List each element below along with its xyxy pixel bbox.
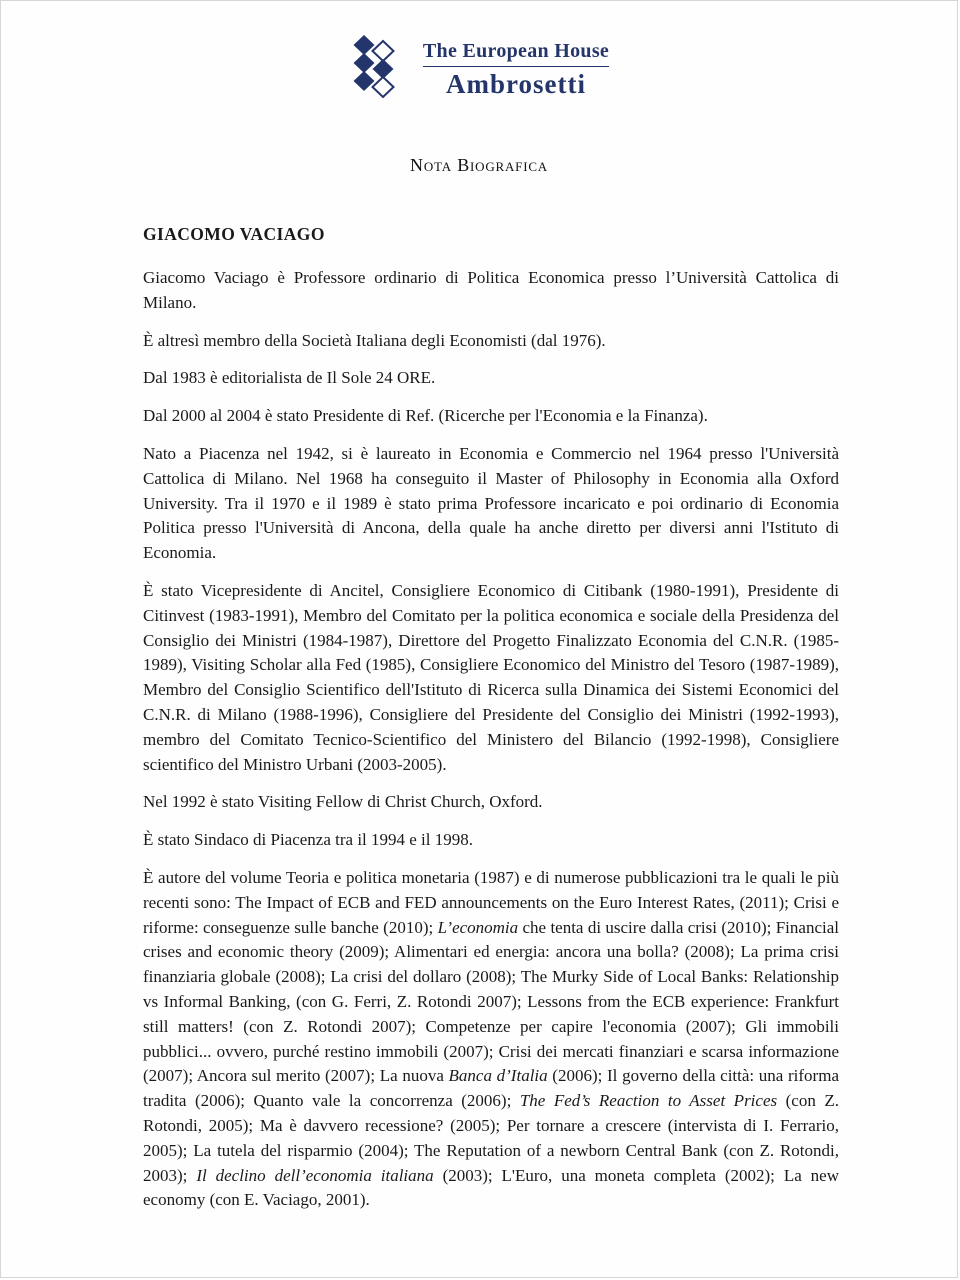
logo-text-block <box>423 40 609 100</box>
ambrosetti-diamonds-icon <box>349 34 411 105</box>
paragraph: Nel 1992 è stato Visiting Fellow di Christ Church, Oxford. <box>143 792 543 812</box>
paragraph: È stato Sindaco di Piacenza tra il 1994 e il 1998. <box>143 830 474 850</box>
paragraph: Dal 2000 al 2004 è stato Presidente di Ref. (Ricerche per l'Economia e la Finanza). <box>143 406 708 426</box>
company-logo <box>329 34 629 105</box>
person-name-heading: GIACOMO VACIAGO <box>143 224 325 244</box>
paragraph: È autore del volume Teoria e politica monetaria (1987) e di numerose pubblicazioni tra le quali le più recenti sono: The Impact of ECB and FED announcements on the Euro Interest Rates, (2011); Crisi e riforme: conseguenze sulle banche (2010); L’economia che tenta di uscire dalla crisi (2010); Financial crises and economic theory (2009); Alimentari ed energia: ancora una bolla? (2008); La prima crisi finanziaria globale (2008); La crisi del dollaro (2008); The Murky Side of Local Banks: Relationship vs Informal Banking, (con G. Ferri, Z. Rotondi 2007); Lessons from the ECB experience: Frankfurt still matters! (con Z. Rotondi 2007); Competenze per capire l'economia (2007); Gli immobili pubblici... ovvero, purché restino immobili (2007); Crisi dei mercati finanziari e scarsa informazione (2007); Ancora sul merito (2007); La nuova Banca d’Italia (2006); Il governo della città: una riforma tradita (2006); Quanto vale la concorrenza (2006); The Fed’s Reaction to Asset Prices (con Z. Rotondi, 2005); Ma è davvero recessione? (2005); Per tornare a crescere (intervista di I. Ferrario, 2005); La tutela del risparmio (2004); The Reputation of a newborn Central Bank (con Z. Rotondi, 2003); Il declino dell’economia italiana (2003); L'Euro, una moneta completa (2002); La new economy (con E. Vaciago, 2001). <box>143 867 840 1210</box>
paragraph: Giacomo Vaciago è Professore ordinario di Politica Economica presso l’Università Cattolica di Milano. <box>143 268 839 312</box>
document-body <box>143 266 839 1213</box>
paragraph: È stato Vicepresidente di Ancitel, Consigliere Economico di Citibank (1980-1991), Presidente di Citinvest (1983-1991), Membro del Comitato per la politica economica e sociale della Presidenza del Consiglio dei Ministri (1984-1987), Direttore del Progetto Finalizzato Economia del C.N.R. (1985-1989), Visiting Scholar alla Fed (1985), Consigliere Economico del Ministro del Tesoro (1987-1989), Membro del Consiglio Scientifico dell'Istituto di Ricerca sulla Dinamica dei Sistemi Economici del C.N.R. di Milano (1988-1996), Consigliere del Presidente del Consiglio dei Ministri (1992-1993), membro del Comitato Tecnico-Scientifico del Ministero del Bilancio (1992-1998), Consigliere scientifico del Ministro Urbani (2003-2005). <box>143 580 839 774</box>
logo-text-top: The European House <box>422 39 610 62</box>
paragraph: Dal 1983 è editorialista de Il Sole 24 ORE. <box>143 368 436 388</box>
document-title: Nota Biografica <box>410 155 548 175</box>
paragraph: È altresì membro della Società Italiana degli Economisti (dal 1976). <box>143 330 606 350</box>
paragraph: Nato a Piacenza nel 1942, si è laureato in Economia e Commercio nel 1964 presso l'Università Cattolica di Milano. Nel 1968 ha conseguito il Master of Philosophy in Economia alla Oxford University. Tra il 1970 e il 1989 è stato prima Professore incaricato e poi ordinario di Economia Politica presso l'Università di Ancona, della quale ha anche diretto per diversi anni l'Istituto di Economia. <box>143 443 839 563</box>
logo-text-bottom: Ambrosetti <box>446 68 586 99</box>
document-content <box>1 224 957 1213</box>
